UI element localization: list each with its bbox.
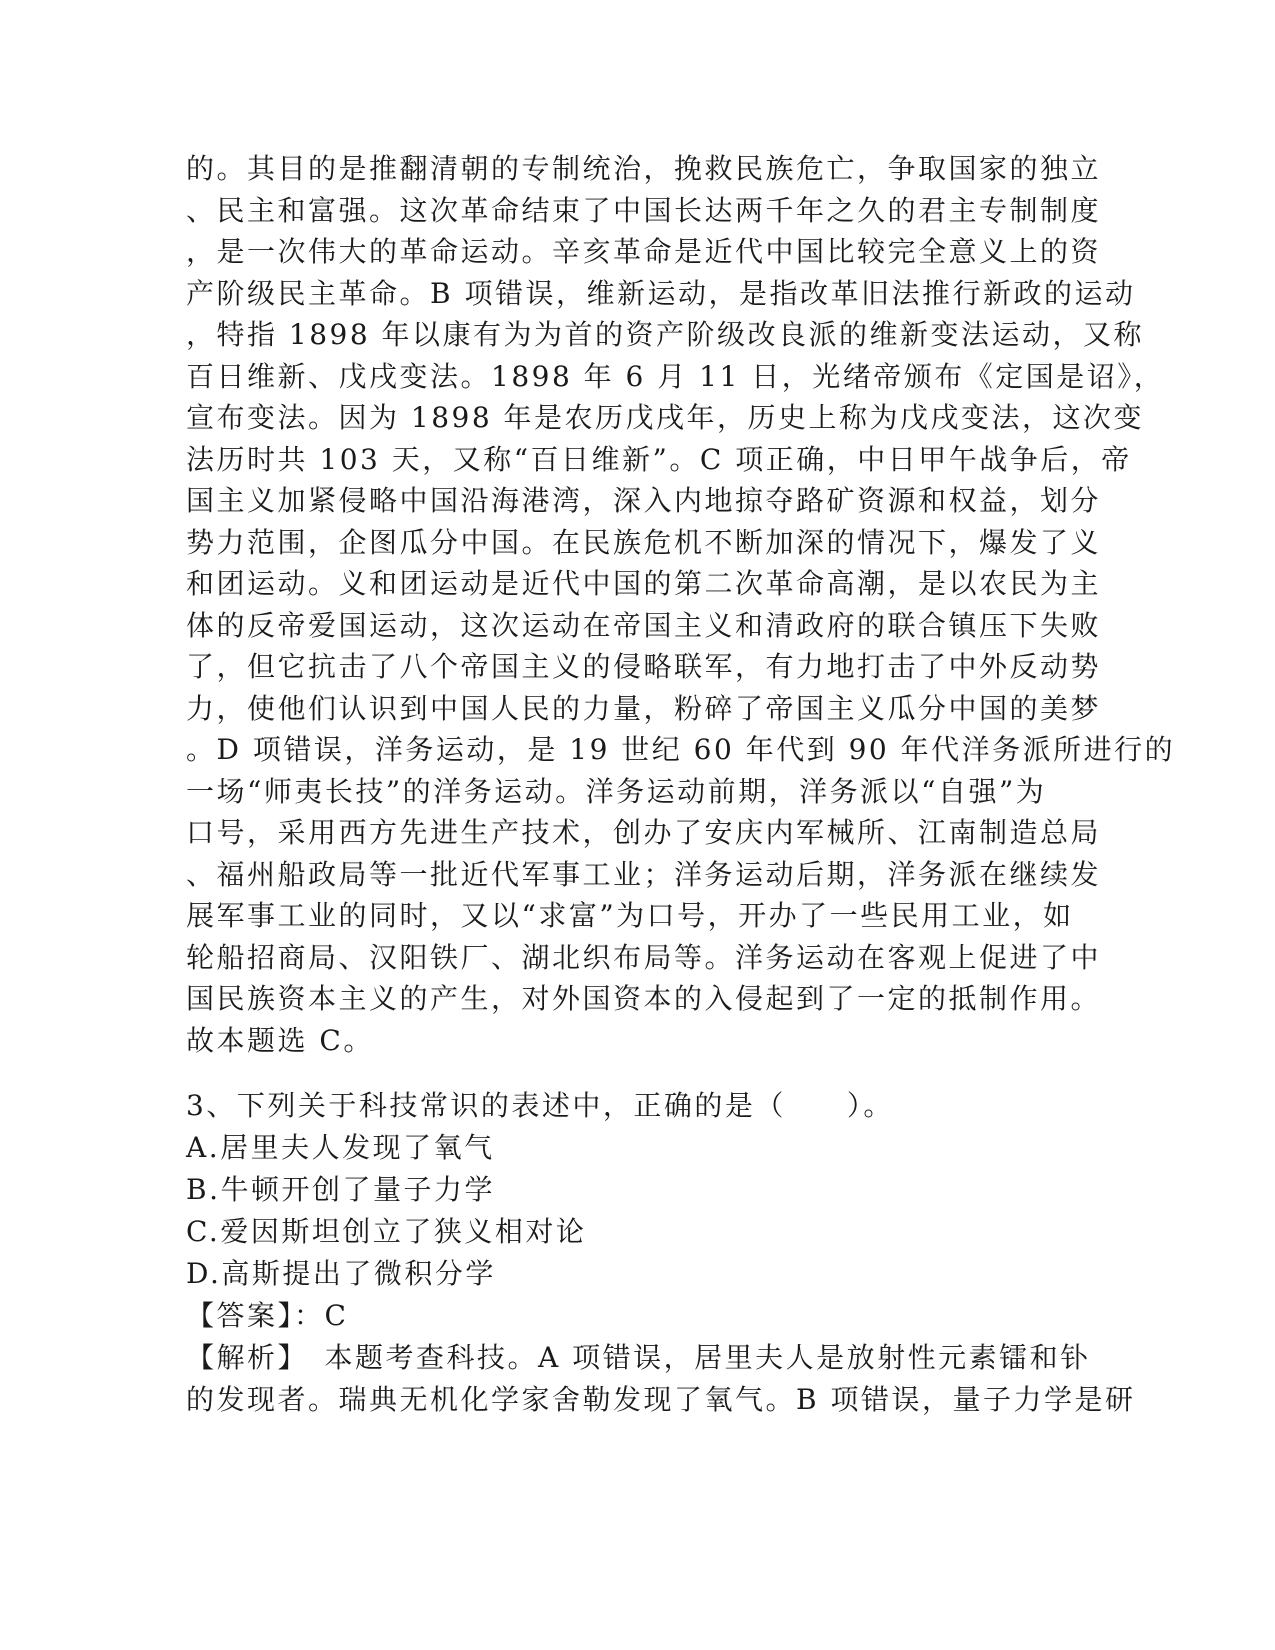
question-3 <box>186 1085 1136 1421</box>
explanation-line: 、民主和富强。这次革命结束了中国长达两千年之久的君主专制制度 <box>186 193 1102 227</box>
option-c: C.爱因斯坦创立了狭义相对论 <box>186 1215 587 1248</box>
explanation-line: 力，使他们认识到中国人民的力量，粉碎了帝国主义瓜分中国的美梦 <box>186 691 1102 725</box>
explanation-line: 产阶级民主革命。B 项错误，维新运动，是指改革旧法推行新政的运动 <box>186 276 1136 310</box>
explanation-line: ，特指 1898 年以康有为为首的资产阶级改良派的维新变法运动，又称 <box>186 318 1145 351</box>
analysis-line: 【解析】 本题考查科技。A 项错误，居里夫人是放射性元素镭和钋 <box>186 1341 1091 1374</box>
explanation-line: 百日维新、戊戌变法。1898 年 6 月 11 日，光绪帝颁布《定国是诏》， <box>186 359 1165 393</box>
explanation-line: 势力范围，企图瓜分中国。在民族危机不断加深的情况下，爆发了义 <box>186 525 1102 559</box>
analysis-line: 的发现者。瑞典无机化学家舍勒发现了氧气。B 项错误，量子力学是研 <box>186 1383 1136 1416</box>
explanation-line: 展军事工业的同时，又以“求富”为口号，开办了一些民用工业，如 <box>186 899 1074 932</box>
option-a: A.居里夫人发现了氧气 <box>186 1131 495 1164</box>
explanation-line: 和团运动。义和团运动是近代中国的第二次革命高潮，是以农民为主 <box>186 567 1102 600</box>
option-b: B.牛顿开创了量子力学 <box>186 1173 495 1206</box>
section-gap <box>186 1061 1086 1085</box>
explanation-line: 口号，采用西方先进生产技术，创办了安庆内军械所、江南制造总局 <box>186 816 1102 849</box>
explanation-line: 、福州船政局等一批近代军事工业；洋务运动后期，洋务派在继续发 <box>186 857 1102 891</box>
answer-line: 【答案】：C <box>186 1299 349 1332</box>
explanation-line: 轮船招商局、汉阳铁厂、湖北织布局等。洋务运动在客观上促进了中 <box>186 940 1102 974</box>
explanation-line: 宣布变法。因为 1898 年是农历戊戌年，历史上称为戊戌变法，这次变 <box>186 401 1145 434</box>
page-content <box>186 148 1176 1421</box>
question-stem: 3、下列关于科技常识的表述中，正确的是（ ）。 <box>186 1089 894 1122</box>
explanation-line: ，是一次伟大的革命运动。辛亥革命是近代中国比较完全意义上的资 <box>186 235 1102 268</box>
explanation-continued <box>186 148 1176 1061</box>
explanation-line: 法历时共 103 天，又称“百日维新”。C 项正确，中日甲午战争后，帝 <box>186 442 1132 476</box>
explanation-line: 的。其目的是推翻清朝的专制统治，挽救民族危亡，争取国家的独立 <box>186 152 1102 185</box>
explanation-line: 了，但它抗击了八个帝国主义的侵略联军，有力地打击了中外反动势 <box>186 650 1102 683</box>
option-d: D.高斯提出了微积分学 <box>186 1257 496 1290</box>
explanation-line: 体的反帝爱国运动，这次运动在帝国主义和清政府的联合镇压下失败 <box>186 608 1102 642</box>
explanation-line: 国民族资本主义的产生，对外国资本的入侵起到了一定的抵制作用。 <box>186 982 1102 1015</box>
explanation-line: 一场“师夷长技”的洋务运动。洋务运动前期，洋务派以“自强”为 <box>186 774 1047 808</box>
explanation-line: 国主义加紧侵略中国沿海港湾，深入内地掠夺路矿资源和权益，划分 <box>186 484 1102 517</box>
explanation-line: 。D 项错误，洋务运动，是 19 世纪 60 年代到 90 年代洋务派所进行的 <box>186 733 1176 766</box>
explanation-conclusion: 故本题选 C。 <box>186 1023 374 1057</box>
